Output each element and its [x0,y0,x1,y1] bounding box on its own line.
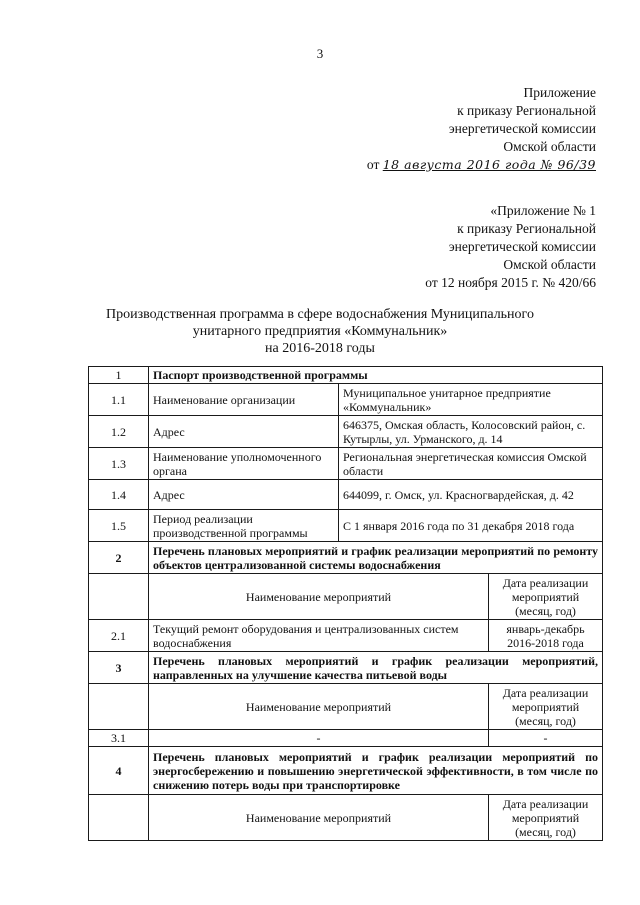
row-number: 1.4 [89,480,149,510]
handwritten-order-date: 18 августа 2016 года № 96/39 [382,157,596,172]
annex-header-1 [425,202,596,292]
section-heading: Перечень плановых мероприятий и график реализации мероприятий по ремонту объектов централизованной системы водоснабжения [149,542,603,574]
column-header-date: Дата реализации мероприятий (месяц, год) [489,795,603,841]
section-heading: Паспорт производственной программы [149,367,603,384]
table-row [89,510,603,542]
table-row [89,730,603,747]
page-number: 3 [316,46,324,61]
annex-line: Омской области [503,257,596,272]
annex-line: Омской области [503,139,596,154]
section-number: 1 [89,367,149,384]
row-number: 1.5 [89,510,149,542]
section-number: 2 [89,542,149,574]
column-header-row [89,795,603,841]
table-row [89,620,603,652]
column-header-name: Наименование мероприятий [149,684,489,730]
section-number: 4 [89,747,149,795]
row-number: 3.1 [89,730,149,747]
table-row [89,416,603,448]
row-event-date: январь-декабрь 2016-2018 года [489,620,603,652]
row-value: С 1 января 2016 года по 31 декабря 2018 года [339,510,603,542]
row-value: Региональная энергетическая комиссия Омской области [339,448,603,480]
title-line: на 2016-2018 годы [265,341,375,356]
annex-line: от 12 ноября 2015 г. № 420/66 [425,275,596,290]
row-event-name: - [149,730,489,747]
row-label: Период реализации производственной программы [149,510,339,542]
row-number: 1.1 [89,384,149,416]
empty-cell [89,795,149,841]
title-line: унитарного предприятия «Коммунальник» [192,324,448,339]
row-number: 1.2 [89,416,149,448]
document-title [60,306,580,357]
section-heading-row [89,542,603,574]
empty-cell [89,574,149,620]
column-header-date: Дата реализации мероприятий (месяц, год) [489,684,603,730]
order-line [367,156,596,174]
row-number: 1.3 [89,448,149,480]
section-number: 3 [89,652,149,684]
order-prefix: от [366,157,380,172]
row-label: Наименование уполномоченного органа [149,448,339,480]
section-heading-row [89,652,603,684]
annex-line: энергетической комиссии [448,121,596,136]
title-line: Производственная программа в сфере водоснабжения Муниципального [106,307,534,322]
row-number: 2.1 [89,620,149,652]
row-value: 644099, г. Омск, ул. Красногвардейская, д. 42 [339,480,603,510]
row-label: Адрес [149,480,339,510]
column-header-row [89,574,603,620]
empty-cell [89,684,149,730]
section-heading: Перечень плановых мероприятий и график реализации мероприятий по энергосбережению и повышению энергетической эффективности, в том числе по снижению потерь воды при транспортировке [149,747,603,795]
row-value: Муниципальное унитарное предприятие «Коммунальник» [339,384,603,416]
row-event-name: Текущий ремонт оборудования и централизованных систем водоснабжения [149,620,489,652]
annex-line: к приказу Региональной [457,221,596,236]
annex-line: энергетической комиссии [448,239,596,254]
table-row [89,480,603,510]
row-label: Наименование организации [149,384,339,416]
annex-line: Приложение [523,85,596,100]
annex-line: к приказу Региональной [457,103,596,118]
column-header-row [89,684,603,730]
column-header-date: Дата реализации мероприятий (месяц, год) [489,574,603,620]
annex-header-main [367,84,596,174]
section-heading-row [89,747,603,795]
section-heading: Перечень плановых мероприятий и график реализации мероприятий, направленных на улучшение качества питьевой воды [149,652,603,684]
column-header-name: Наименование мероприятий [149,795,489,841]
program-table [88,366,603,841]
table-row [89,384,603,416]
section-heading-row [89,367,603,384]
column-header-name: Наименование мероприятий [149,574,489,620]
row-label: Адрес [149,416,339,448]
table-row [89,448,603,480]
annex-line: «Приложение № 1 [490,203,596,218]
row-value: 646375, Омская область, Колосовский район, с. Кутырлы, ул. Урманского, д. 14 [339,416,603,448]
row-event-date: - [489,730,603,747]
